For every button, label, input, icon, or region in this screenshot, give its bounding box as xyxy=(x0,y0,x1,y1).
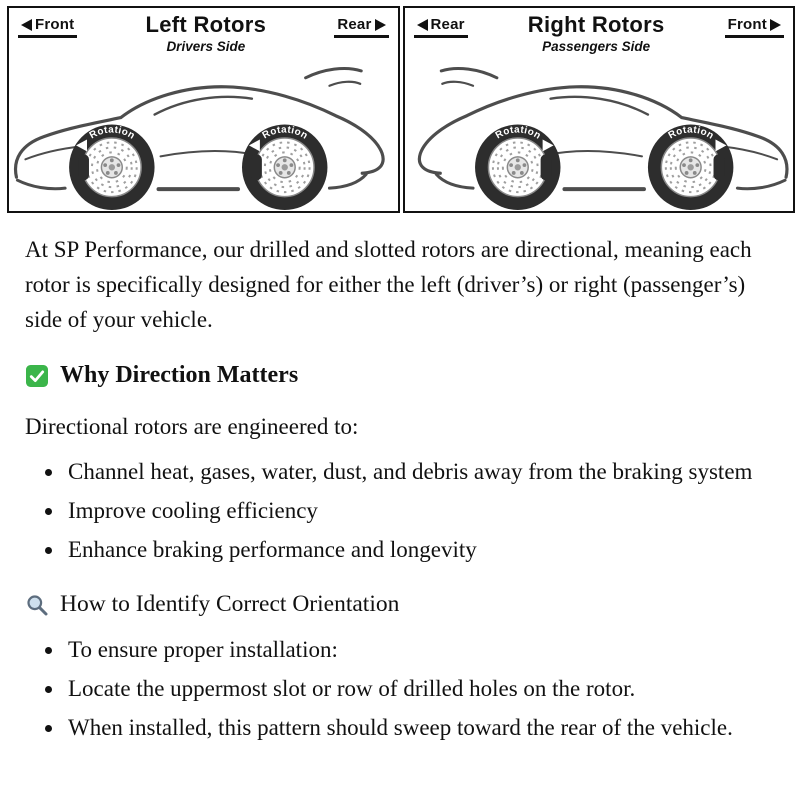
lead-paragraph: Directional rotors are engineered to: xyxy=(25,414,359,439)
panel-subtitle: Drivers Side xyxy=(166,39,246,54)
car-art-mirrored xyxy=(419,68,787,210)
panel-title: Left Rotors xyxy=(145,12,267,37)
rotor-direction-diagram xyxy=(0,0,800,213)
front-direction-label xyxy=(18,16,77,38)
list-item: • Channel heat, gases, water, dust, and debris away from the braking system xyxy=(65,455,772,488)
magnifier-icon xyxy=(25,593,49,617)
panel-subtitle: Passengers Side xyxy=(542,39,651,54)
identify-bullet-list xyxy=(40,633,772,744)
car-art xyxy=(16,68,384,210)
section-heading-why-direction-matters xyxy=(25,362,772,389)
list-item: • When installed, this pattern should sweep toward the rear of the vehicle. xyxy=(65,711,772,744)
direction-text: Front xyxy=(35,16,75,33)
direction-text: Rear xyxy=(430,16,465,33)
arrow-left-icon xyxy=(21,19,32,31)
list-item: • To ensure proper installation: xyxy=(65,633,772,666)
right-panel-header xyxy=(405,8,794,54)
arrow-right-icon xyxy=(770,19,781,31)
list-item: • Improve cooling efficiency xyxy=(65,494,772,527)
rotation-label: Rotation xyxy=(260,124,310,142)
heading-text: How to Identify Correct Orientation xyxy=(60,591,400,617)
right-rotors-panel xyxy=(403,6,796,213)
heading-text: Why Direction Matters xyxy=(60,362,299,388)
front-direction-label xyxy=(725,16,784,38)
section-heading-identify-orientation xyxy=(25,591,772,618)
check-icon xyxy=(25,364,49,388)
list-item: • Locate the uppermost slot or row of drilled holes on the rotor. xyxy=(65,672,772,705)
direction-text: Front xyxy=(727,16,767,33)
rotation-label: Rotation xyxy=(493,124,543,142)
left-panel-titles xyxy=(146,12,267,54)
left-panel-header xyxy=(9,8,398,54)
article-body xyxy=(0,213,800,758)
direction-text: Rear xyxy=(337,16,372,33)
arrow-right-icon xyxy=(375,19,386,31)
car-diagram-left xyxy=(9,54,398,211)
rear-direction-label xyxy=(414,16,468,38)
list-item: • Enhance braking performance and longevity xyxy=(65,533,772,566)
rotation-label: Rotation xyxy=(87,124,137,142)
why-bullet-list xyxy=(40,455,772,566)
panel-title: Right Rotors xyxy=(527,12,665,37)
rotation-label: Rotation xyxy=(666,124,716,142)
rear-direction-label xyxy=(334,16,388,38)
right-panel-titles xyxy=(528,12,665,54)
left-rotors-panel xyxy=(7,6,400,213)
car-diagram-right xyxy=(405,54,794,211)
arrow-left-icon xyxy=(417,19,428,31)
intro-paragraph: At SP Performance, our drilled and slotted rotors are directional, meaning each rotor is specifically designed for either the left (driver’s) or right (passenger’s) side of your vehicle. xyxy=(25,237,752,332)
